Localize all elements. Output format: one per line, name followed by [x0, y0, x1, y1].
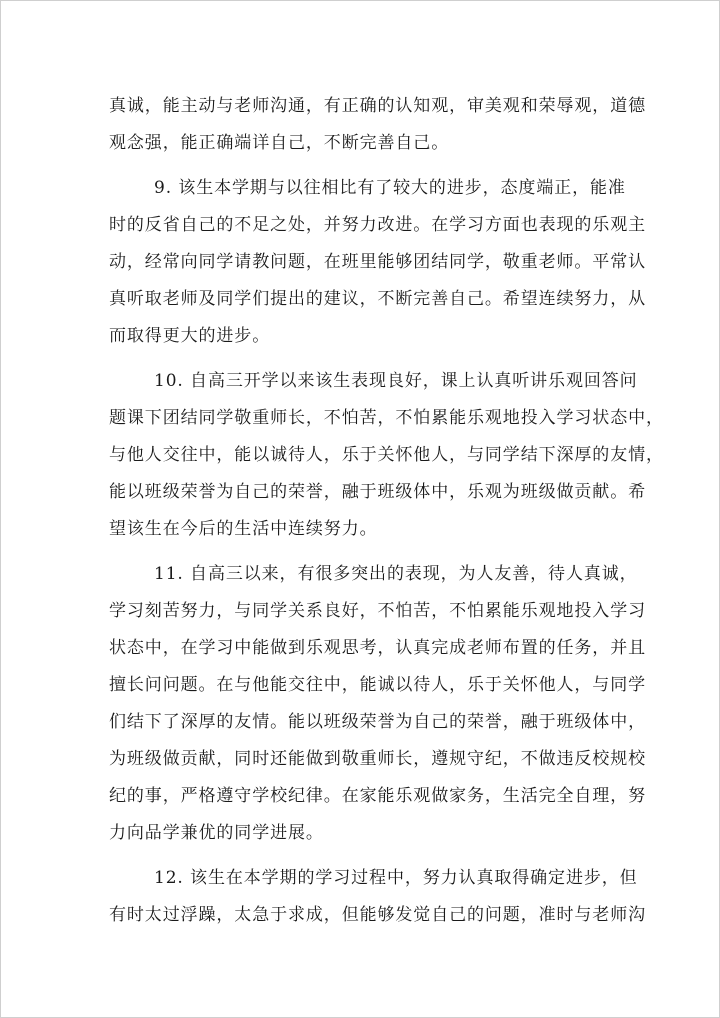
- text-line: 11. 自高三以来，有很多突出的表现，为人友善，待人真诚，: [154, 564, 638, 584]
- text-line: 观念强，能正确端详自己，不断完善自己。: [109, 133, 450, 153]
- text-line: 题课下团结同学敬重师长，不怕苦，不怕累能乐观地投入学习状态中，: [109, 408, 664, 428]
- text-line: 10. 自高三开学以来该生表现良好，课上认真听讲乐观回答问: [154, 371, 638, 391]
- text-line: 力向品学兼优的同学进展。: [109, 823, 324, 843]
- document-body: [109, 88, 664, 934]
- paragraph-item-12: [109, 860, 646, 934]
- text-line: 真听取老师及同学们提出的建议，不断完善自己。希望连续努力，从: [109, 289, 646, 309]
- text-line: 能以班级荣誉为自己的荣誉，融于班级体中，乐观为班级做贡献。希: [109, 482, 646, 502]
- paragraph-item-9: [109, 170, 646, 355]
- text-line: 纪的事，严格遵守学校纪律。在家能乐观做家务，生活完全自理，努: [109, 786, 646, 806]
- text-line: 时的反省自己的不足之处，并努力改进。在学习方面也表现的乐观主: [109, 215, 646, 235]
- text-line: 状态中，在学习中能做到乐观思考，认真完成老师布置的任务，并且: [109, 638, 646, 658]
- text-line: 擅长问问题。在与他能交往中，能诚以待人，乐于关怀他人，与同学: [109, 675, 646, 695]
- text-line: 真诚，能主动与老师沟通，有正确的认知观，审美观和荣辱观，道德: [109, 96, 646, 116]
- text-line: 学习刻苦努力，与同学关系良好，不怕苦，不怕累能乐观地投入学习: [109, 601, 646, 621]
- text-line: 而取得更大的进步。: [109, 326, 271, 346]
- text-line: 与他人交往中，能以诚待人，乐于关怀他人，与同学结下深厚的友情，: [109, 445, 664, 465]
- paragraph-item-11: [109, 556, 646, 852]
- paragraph-continuation: [109, 88, 646, 162]
- text-line: 9. 该生本学期与以往相比有了较大的进步，态度端正，能准: [154, 178, 626, 198]
- text-line: 12. 该生在本学期的学习过程中，努力认真取得确定进步，但: [154, 868, 638, 888]
- text-line: 有时太过浮躁，太急于求成，但能够发觉自己的问题，准时与老师沟: [109, 905, 646, 925]
- text-line: 为班级做贡献，同时还能做到敬重师长，遵规守纪，不做违反校规校: [109, 749, 646, 769]
- text-line: 们结下了深厚的友情。能以班级荣誉为自己的荣誉，融于班级体中，: [109, 712, 646, 732]
- text-line: 动，经常向同学请教问题，在班里能够团结同学，敬重老师。平常认: [109, 252, 646, 272]
- paragraph-item-10: [109, 363, 664, 548]
- text-line: 望该生在今后的生活中连续努力。: [109, 519, 378, 539]
